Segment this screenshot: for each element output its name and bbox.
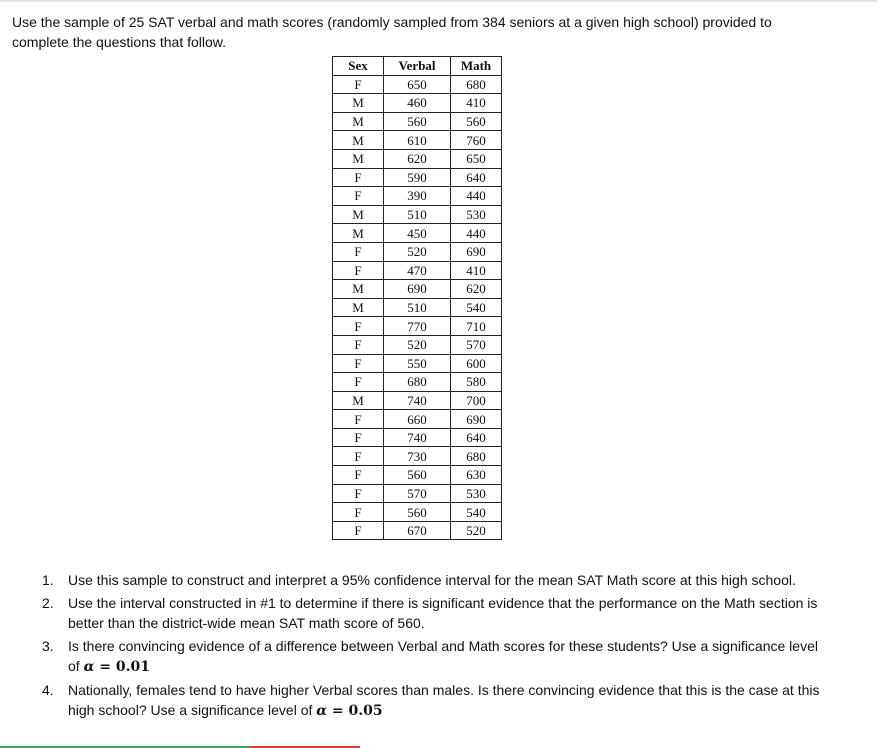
cell-sex: F xyxy=(333,335,384,354)
question-item xyxy=(42,593,822,633)
cell-verbal: 520 xyxy=(384,242,451,261)
cell-math: 580 xyxy=(451,373,502,392)
cell-verbal: 520 xyxy=(384,335,451,354)
cell-verbal: 650 xyxy=(384,75,451,94)
cell-verbal: 590 xyxy=(384,168,451,187)
table-row xyxy=(333,168,502,187)
question-item xyxy=(42,636,822,677)
cell-verbal: 560 xyxy=(384,112,451,131)
question-list xyxy=(42,570,822,724)
table-row xyxy=(333,354,502,373)
table-row xyxy=(333,335,502,354)
table-row xyxy=(333,503,502,522)
cell-math: 680 xyxy=(451,447,502,466)
cell-math: 410 xyxy=(451,94,502,113)
cell-sex: M xyxy=(333,112,384,131)
table-row xyxy=(333,317,502,336)
cell-sex: F xyxy=(333,521,384,540)
table-row xyxy=(333,205,502,224)
cell-math: 650 xyxy=(451,149,502,168)
cell-sex: M xyxy=(333,131,384,150)
table-row xyxy=(333,391,502,410)
cell-sex: F xyxy=(333,75,384,94)
question-text: Use the interval constructed in #1 to determine if there is significant evidence that the performance on the Math section is better than the district-wide mean SAT math score of 560. xyxy=(68,595,818,631)
cell-sex: M xyxy=(333,280,384,299)
cell-verbal: 740 xyxy=(384,428,451,447)
cell-verbal: 560 xyxy=(384,503,451,522)
table-row xyxy=(333,112,502,131)
table-row xyxy=(333,75,502,94)
cell-math: 410 xyxy=(451,261,502,280)
cell-verbal: 620 xyxy=(384,149,451,168)
cell-verbal: 460 xyxy=(384,94,451,113)
table-row xyxy=(333,224,502,243)
table-row xyxy=(333,280,502,299)
question-number: 4. xyxy=(42,682,54,698)
cell-verbal: 450 xyxy=(384,224,451,243)
cell-sex: M xyxy=(333,94,384,113)
alpha-value: 0.01 xyxy=(115,659,150,675)
header-sex: Sex xyxy=(333,57,384,76)
table-row xyxy=(333,242,502,261)
significance-level xyxy=(316,703,382,719)
cell-math: 600 xyxy=(451,354,502,373)
alpha-value: 0.05 xyxy=(348,703,383,719)
table-header-row xyxy=(333,57,502,76)
cell-math: 440 xyxy=(451,187,502,206)
table-row xyxy=(333,466,502,485)
cell-math: 520 xyxy=(451,521,502,540)
cell-verbal: 560 xyxy=(384,466,451,485)
question-number: 1. xyxy=(42,572,54,588)
cell-math: 530 xyxy=(451,484,502,503)
cell-sex: F xyxy=(333,187,384,206)
table-row xyxy=(333,261,502,280)
question-text: Use this sample to construct and interpret a 95% confidence interval for the mean SAT Math score at this high school. xyxy=(68,572,796,588)
cell-sex: F xyxy=(333,354,384,373)
cell-verbal: 390 xyxy=(384,187,451,206)
cell-sex: F xyxy=(333,317,384,336)
table-row xyxy=(333,447,502,466)
cell-math: 710 xyxy=(451,317,502,336)
significance-level xyxy=(84,659,150,675)
cell-verbal: 670 xyxy=(384,521,451,540)
header-math: Math xyxy=(451,57,502,76)
cell-math: 440 xyxy=(451,224,502,243)
cell-math: 570 xyxy=(451,335,502,354)
cell-verbal: 550 xyxy=(384,354,451,373)
cell-verbal: 510 xyxy=(384,205,451,224)
cell-sex: F xyxy=(333,484,384,503)
alpha-symbol: α xyxy=(316,703,328,719)
cell-math: 700 xyxy=(451,391,502,410)
equals-sign: = xyxy=(94,659,116,675)
cell-verbal: 510 xyxy=(384,298,451,317)
table-row xyxy=(333,298,502,317)
question-item xyxy=(42,680,822,721)
table-row xyxy=(333,149,502,168)
question-text: Nationally, females tend to have higher Verbal scores than males. Is there convincing evidence that this is the case at this high school? Use a significance level of xyxy=(68,682,820,718)
cell-verbal: 730 xyxy=(384,447,451,466)
cell-math: 630 xyxy=(451,466,502,485)
cell-verbal: 770 xyxy=(384,317,451,336)
table-row xyxy=(333,484,502,503)
cell-sex: F xyxy=(333,373,384,392)
sat-scores-table xyxy=(332,56,502,540)
cell-sex: F xyxy=(333,466,384,485)
cell-math: 640 xyxy=(451,428,502,447)
question-number: 3. xyxy=(42,638,54,654)
cell-sex: F xyxy=(333,168,384,187)
cell-sex: F xyxy=(333,242,384,261)
cell-sex: M xyxy=(333,149,384,168)
cell-verbal: 570 xyxy=(384,484,451,503)
cell-math: 680 xyxy=(451,75,502,94)
cell-verbal: 740 xyxy=(384,391,451,410)
cell-math: 620 xyxy=(451,280,502,299)
question-item xyxy=(42,570,822,590)
table-body xyxy=(333,75,502,540)
cell-verbal: 690 xyxy=(384,280,451,299)
equals-sign: = xyxy=(327,703,349,719)
cell-math: 690 xyxy=(451,410,502,429)
cell-math: 540 xyxy=(451,503,502,522)
cell-sex: F xyxy=(333,428,384,447)
table-row xyxy=(333,131,502,150)
cell-sex: M xyxy=(333,205,384,224)
question-text: Is there convincing evidence of a difference between Verbal and Math scores for these students? Use a significance level of xyxy=(68,638,818,674)
cell-math: 560 xyxy=(451,112,502,131)
intro-paragraph: Use the sample of 25 SAT verbal and math scores (randomly sampled from 384 seniors at a given high school) provided to complete the questions that follow. xyxy=(12,14,772,50)
header-verbal: Verbal xyxy=(384,57,451,76)
cell-sex: F xyxy=(333,410,384,429)
cell-math: 540 xyxy=(451,298,502,317)
cell-math: 530 xyxy=(451,205,502,224)
table-row xyxy=(333,521,502,540)
cell-sex: F xyxy=(333,447,384,466)
cell-verbal: 660 xyxy=(384,410,451,429)
table-row xyxy=(333,373,502,392)
cell-verbal: 610 xyxy=(384,131,451,150)
table-row xyxy=(333,94,502,113)
top-divider xyxy=(0,0,877,2)
cell-sex: M xyxy=(333,224,384,243)
cell-verbal: 680 xyxy=(384,373,451,392)
table-row xyxy=(333,428,502,447)
cell-sex: M xyxy=(333,391,384,410)
cell-sex: F xyxy=(333,503,384,522)
table-row xyxy=(333,187,502,206)
cell-sex: M xyxy=(333,298,384,317)
cell-math: 690 xyxy=(451,242,502,261)
cell-sex: F xyxy=(333,261,384,280)
cell-verbal: 470 xyxy=(384,261,451,280)
table-row xyxy=(333,410,502,429)
cell-math: 640 xyxy=(451,168,502,187)
cell-math: 760 xyxy=(451,131,502,150)
alpha-symbol: α xyxy=(83,659,95,675)
question-number: 2. xyxy=(42,595,54,611)
